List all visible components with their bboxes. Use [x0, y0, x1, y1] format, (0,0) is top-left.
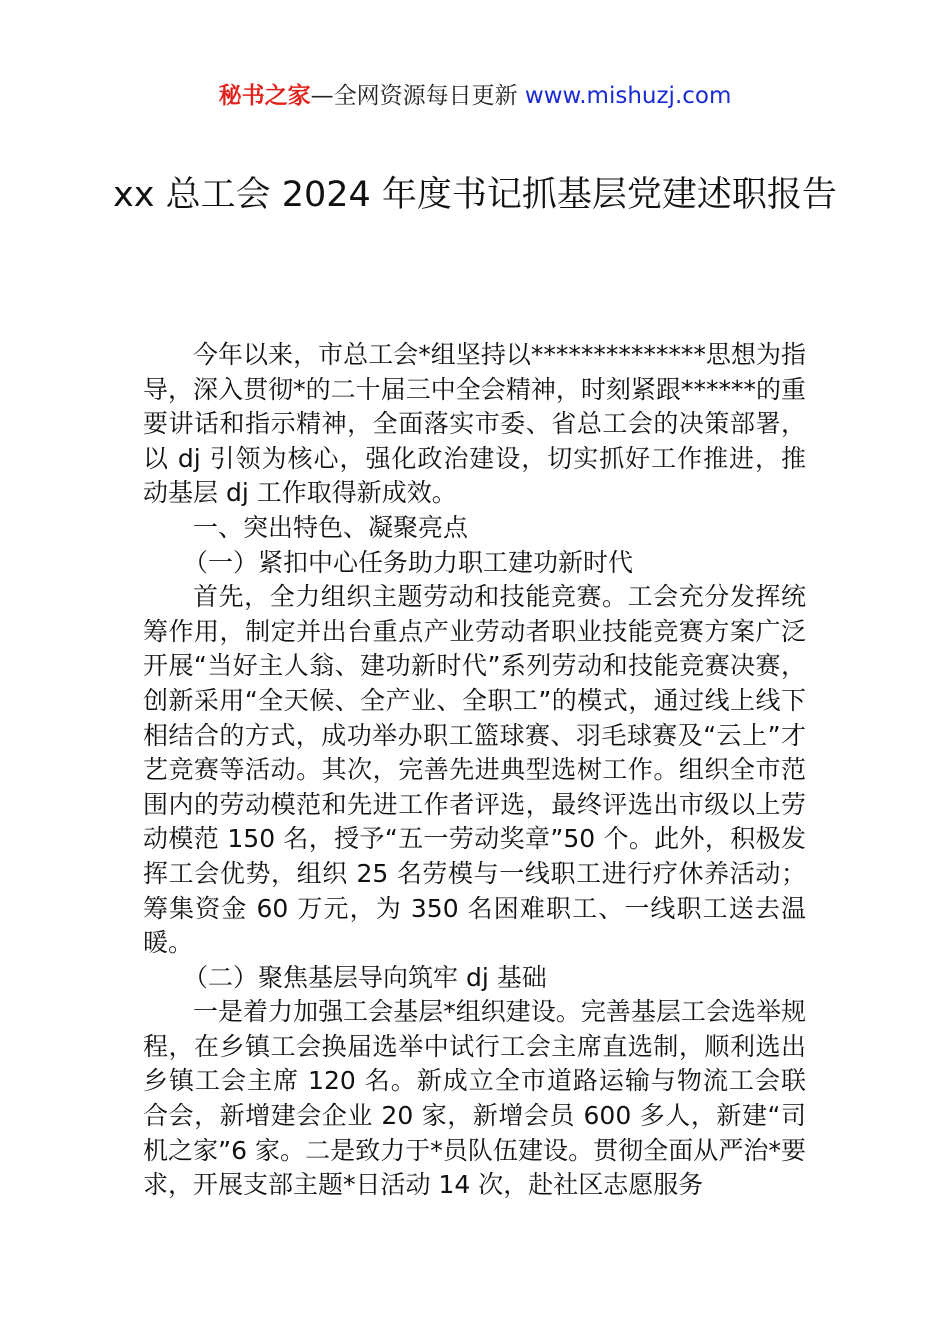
watermark-header [0, 80, 950, 112]
section-heading: 一、突出特色、凝聚亮点 [193, 512, 469, 542]
document-title: xx 总工会 2024 年度书记抓基层党建述职报告 [113, 175, 837, 215]
subsection-heading: （二）聚焦基层导向筑牢 dj 基础 [183, 962, 547, 992]
document-body [143, 338, 806, 1203]
header-tagline: —全网资源每日更新 [310, 83, 525, 109]
subsection-heading: （一）紧扣中心任务助力职工建功新时代 [183, 547, 634, 577]
brand-name: 秘书之家 [218, 83, 311, 109]
body-paragraph: 首先，全力组织主题劳动和技能竞赛。工会充分发挥统筹作用，制定并出台重点产业劳动者职业技能竞赛方案广泛开展“当好主人翁、建功新时代”系列劳动和技能竞赛决赛，创新采用“全天候、全产业、全职工”的模式，通过线上线下相结合的方式，成功举办职工篮球赛、羽毛球赛及“云上”才艺竞赛等活动。其次，完善先进典型选树工作。组织全市范围内的劳动模范和先进工作者评选，最终评选出市级以上劳动模范 150 名，授予“五一劳动奖章”50 个。此外，积极发挥工会优势，组织 25 名劳模与一线职工进行疗休养活动；筹集资金 60 万元，为 350 名困难职工、一线职工送去温暖。 [143, 582, 806, 958]
intro-paragraph: 今年以来，市总工会*组坚持以**************思想为指导，深入贯彻*的二十届三中全会精神，时刻紧跟******的重要讲话和指示精神，全面落实市委、省总工会的决策部署，以 dj 引领为核心，强化政治建设，切实抓好工作推进，推动基层 dj 工作取得新成效。 [143, 340, 806, 508]
body-paragraph: 一是着力加强工会基层*组织建设。完善基层工会选举规程，在乡镇工会换届选举中试行工会主席直选制，顺利选出乡镇工会主席 120 名。新成立全市道路运输与物流工会联合会，新增建会企业 20 家，新增会员 600 多人，新建“司机之家”6 家。二是致力于*员队伍建设。贯彻全面从严治*要求，开展支部主题*日活动 14 次，赴社区志愿服务 [143, 997, 806, 1200]
site-url: www.mishuzj.com [524, 83, 732, 109]
